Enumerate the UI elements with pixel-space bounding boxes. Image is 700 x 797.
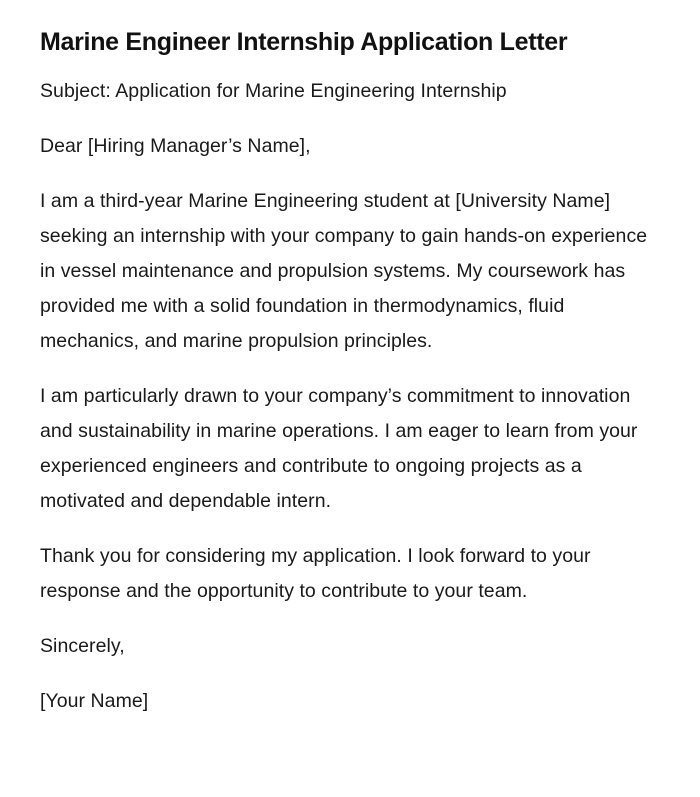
body-paragraph-thanks: Thank you for considering my application. I look forward to your response and the opportunity to contribute to your team. bbox=[40, 545, 591, 602]
salutation: Dear [Hiring Manager’s Name], bbox=[40, 135, 311, 157]
body-paragraph-intro: I am a third-year Marine Engineering student at [University Name] seeking an internship with your company to gain hands-on experience in vessel maintenance and propulsion systems. My coursework has provided me with a solid foundation in thermodynamics, fluid mechanics, and marine propulsion principles. bbox=[40, 190, 648, 352]
closing: Sincerely, bbox=[40, 635, 125, 657]
body-paragraph-motivation: I am particularly drawn to your company’s commitment to innovation and sustainability in marine operations. I am eager to learn from your experienced engineers and contribute to ongoing projects as a motivated and dependable intern. bbox=[40, 385, 638, 512]
subject-line: Subject: Application for Marine Engineering Internship bbox=[40, 80, 507, 102]
signature: [Your Name] bbox=[40, 690, 149, 712]
page-title: Marine Engineer Internship Application Letter bbox=[40, 28, 568, 56]
